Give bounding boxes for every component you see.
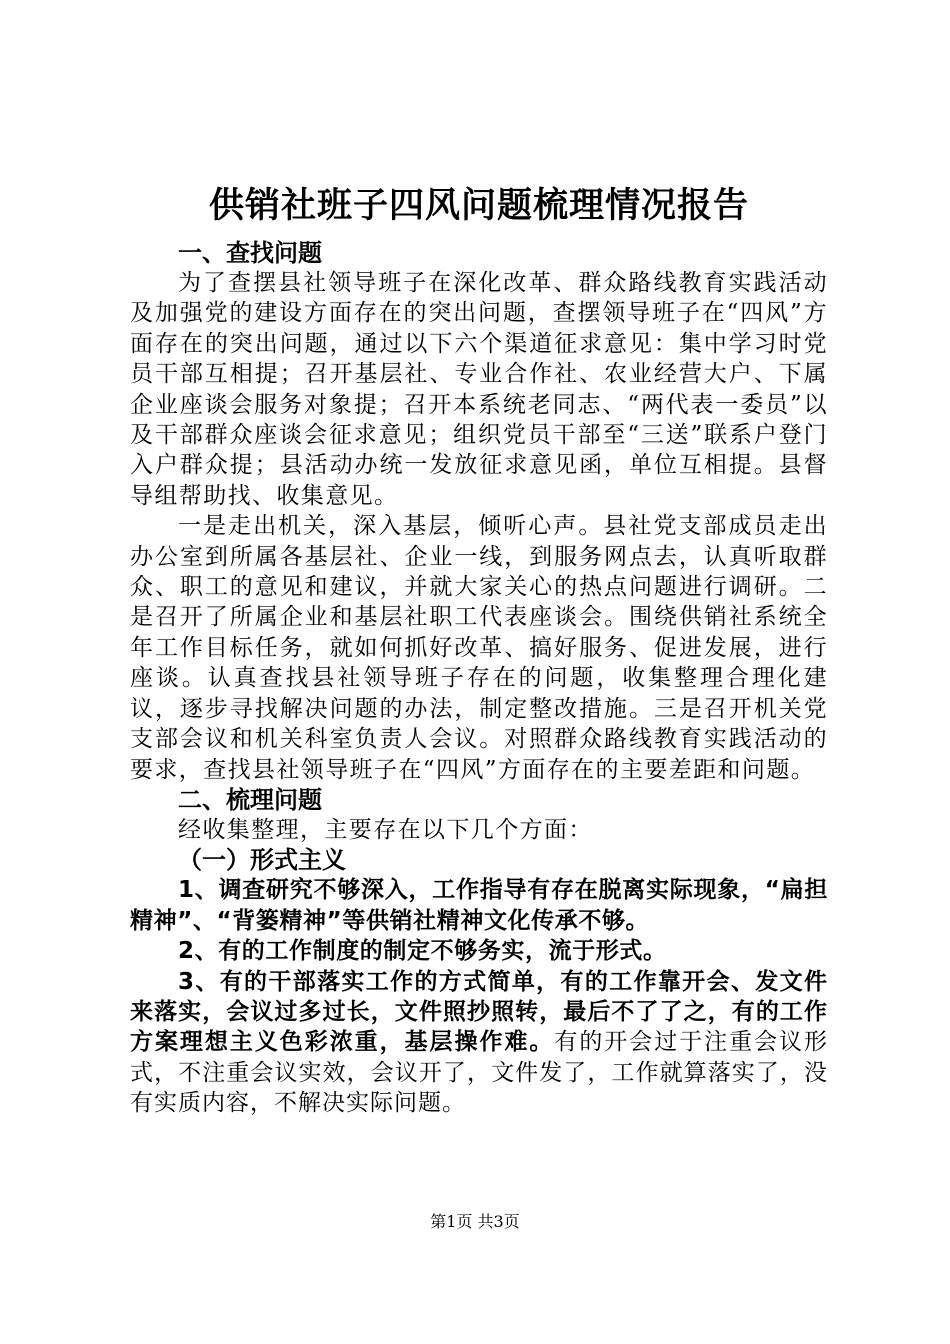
document-title: 供销社班子四风问题梳理情况报告 (208, 185, 749, 226)
list-item-3-normal: 有的开会过于注重会议形式，不注重会议实效，会议开了，文件发了，工作就算落实了，没有实质内容，不解决实际问题。 (130, 1029, 829, 1117)
paragraph-channels: 为了查摆县社领导班子在深化改革、群众路线教育实践活动及加强党的建设方面存在的突出问题，查摆领导班子在“四风”方面存在的突出问题，通过以下六个渠道征求意见：集中学习时党员干部互相提；召开基层社、专业合作社、农业经营大户、下属企业座谈会服务对象提；召开本系统老同志、“两代表一委员”以及干部群众座谈会征求意见；组织党员干部至“三送”联系户登门入户群众提；县活动办统一发放征求意见函，单位互相提。县督导组帮助找、收集意见。 (130, 270, 828, 509)
list-item-1: 1、调查研究不够深入，工作指导有存在脱离实际现象，“扁担精神”、“背篓精神”等供销社精神文化传承不够。 (130, 877, 828, 934)
section-heading-sort-problems: 二、梳理问题 (178, 785, 322, 814)
document-page (130, 178, 828, 1119)
paragraph-intro: 经收集整理，主要存在以下几个方面： (178, 816, 593, 843)
page-footer: 第1页 共3页 (430, 1212, 520, 1231)
subsection-heading-formalism: （一）形式主义 (178, 846, 346, 875)
list-item-3 (130, 967, 828, 1119)
paragraph-methods: 一是走出机关，深入基层，倾听心声。县社党支部成员走出办公室到所属各基层社、企业一线，到服务网点去，认真听取群众、职工的意见和建议，并就大家关心的热点问题进行调研。二是召开了所属企业和基层社职工代表座谈会。围绕供销社系统全年工作目标任务，就如何抓好改革、搞好服务、促进发展，进行座谈。认真查找县社领导班子存在的问题，收集整理合理化建议，逐步寻找解决问题的办法，制定整改措施。三是召开机关党支部会议和机关科室负责人会议。对照群众路线教育实践活动的要求，查找县社领导班子在“四风”方面存在的主要差距和问题。 (130, 513, 828, 783)
list-item-3-bold: 3、有的干部落实工作的方式简单，有的工作靠开会、发文件来落实，会议过多过长，文件照抄照转，最后不了了之，有的工作方案理想主义色彩浓重，基层操作难。 (130, 968, 828, 1056)
section-heading-find-problems: 一、查找问题 (178, 239, 322, 267)
list-item-2: 2、有的工作制度的制定不够务实，流于形式。 (178, 938, 667, 965)
